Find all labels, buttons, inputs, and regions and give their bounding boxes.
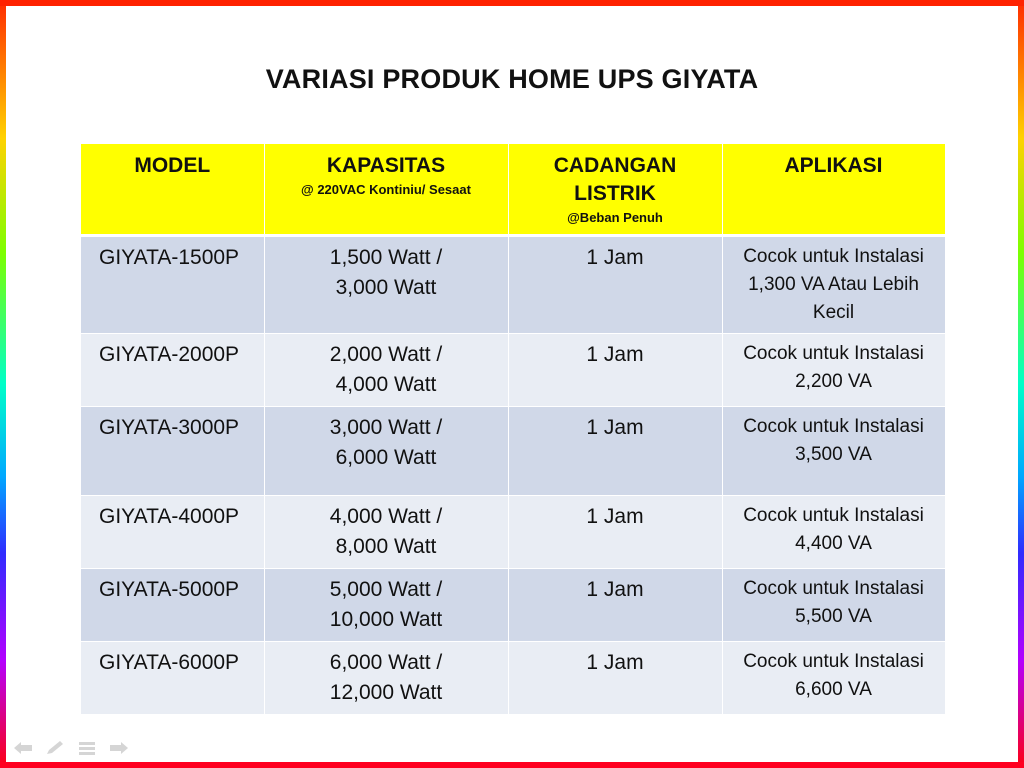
header-kapasitas-sub: @ 220VAC Kontiniu/ Sesaat: [301, 182, 471, 197]
table-row: [81, 496, 945, 569]
cell-model: GIYATA-1500P: [81, 236, 264, 334]
header-aplikasi: APLIKASI: [722, 144, 945, 236]
slide-title: VARIASI PRODUK HOME UPS GIYATA: [265, 64, 759, 94]
table-row: [81, 236, 945, 334]
cell-backup: 1 Jam: [508, 236, 722, 334]
cell-application: Cocok untuk Instalasi 1,300 VA Atau Lebih Kecil: [722, 236, 945, 334]
header-row: [81, 144, 945, 236]
cell-application: Cocok untuk Instalasi 4,400 VA: [722, 496, 945, 569]
cell-backup: 1 Jam: [508, 642, 722, 715]
cell-application: Cocok untuk Instalasi 5,500 VA: [722, 569, 945, 642]
cell-capacity: 3,000 Watt / 6,000 Watt: [264, 407, 508, 496]
back-arrow-icon[interactable]: [12, 740, 34, 756]
cell-capacity: 5,000 Watt / 10,000 Watt: [264, 569, 508, 642]
cell-model: GIYATA-3000P: [81, 407, 264, 496]
table-row: [81, 642, 945, 715]
table-row: [81, 569, 945, 642]
cell-model: GIYATA-5000P: [81, 569, 264, 642]
cell-capacity: 1,500 Watt / 3,000 Watt: [264, 236, 508, 334]
pen-icon[interactable]: [44, 740, 66, 756]
cell-backup: 1 Jam: [508, 496, 722, 569]
cell-model: GIYATA-4000P: [81, 496, 264, 569]
table-row: [81, 334, 945, 407]
header-model: MODEL: [81, 144, 264, 236]
forward-arrow-icon[interactable]: [108, 740, 130, 756]
cell-backup: 1 Jam: [508, 407, 722, 496]
menu-icon[interactable]: [76, 740, 98, 756]
cell-model: GIYATA-6000P: [81, 642, 264, 715]
cell-application: Cocok untuk Instalasi 3,500 VA: [722, 407, 945, 496]
header-cadangan-sub: @Beban Penuh: [567, 210, 663, 225]
cell-backup: 1 Jam: [508, 569, 722, 642]
cell-capacity: 2,000 Watt / 4,000 Watt: [264, 334, 508, 407]
cell-application: Cocok untuk Instalasi 6,600 VA: [722, 642, 945, 715]
cell-application: Cocok untuk Instalasi 2,200 VA: [722, 334, 945, 407]
cell-model: GIYATA-2000P: [81, 334, 264, 407]
product-table: [81, 144, 946, 715]
slide: [6, 6, 1018, 762]
slideshow-nav: [12, 740, 130, 756]
table-row: [81, 407, 945, 496]
cell-capacity: 4,000 Watt / 8,000 Watt: [264, 496, 508, 569]
border-bottom: [0, 762, 1024, 768]
header-kapasitas: KAPASITAS @ 220VAC Kontiniu/ Sesaat: [264, 144, 508, 236]
header-cadangan: CADANGAN LISTRIK @Beban Penuh: [508, 144, 722, 236]
cell-capacity: 6,000 Watt / 12,000 Watt: [264, 642, 508, 715]
cell-backup: 1 Jam: [508, 334, 722, 407]
